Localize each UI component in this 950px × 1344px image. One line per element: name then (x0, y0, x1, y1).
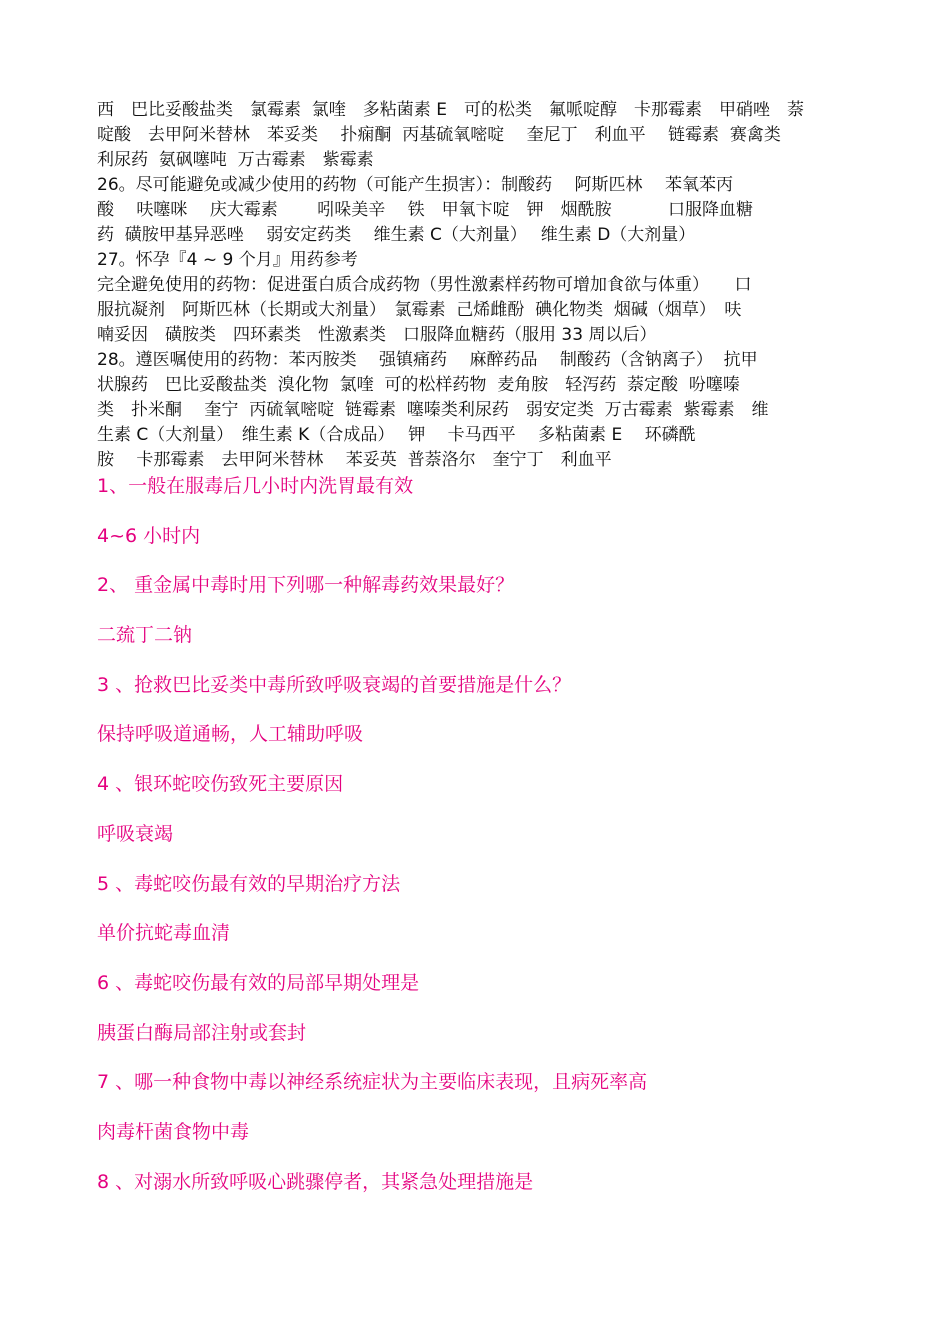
text-line: 啶酸 去甲阿米替林 苯妥类 扑痫酮 丙基硫氧嘧啶 奎尼丁 利血平 链霉素 赛禽类 (97, 125, 781, 145)
text-line: 状腺药 巴比妥酸盐类 溴化物 氯喹 可的松样药物 麦角胺 轻泻药 萘定酸 吩噻嗪 (97, 375, 740, 395)
answer: 保持呼吸道通畅，人工辅助呼吸 (97, 723, 364, 746)
text-line: 药 磺胺甲基异恶唑 弱安定药类 维生素 C（大剂量） 维生素 D（大剂量） (97, 225, 696, 245)
answer: 二巯丁二钠 (97, 624, 193, 647)
text-line: 26。尽可能避免或减少使用的药物（可能产生损害）：制酸药 阿斯匹林 苯氧苯丙 (97, 175, 733, 195)
qa-section (97, 473, 857, 1218)
text-line: 酸 呋噻咪 庆大霉素 吲哚美辛 铁 甲氧卞啶 钾 烟酰胺 口服降血糖 (97, 200, 754, 220)
question: 8 、对溺水所致呼吸心跳骤停者，其紧急处理措施是 (97, 1170, 534, 1193)
text-line: 服抗凝剂 阿斯匹林（长期或大剂量） 氯霉素 己烯雌酚 碘化物类 烟碱（烟草） 呋 (97, 300, 742, 320)
text-line: 27。怀孕『4 ~ 9 个月』用药参考 (97, 250, 358, 270)
answer: 呼吸衰竭 (97, 822, 174, 845)
answer: 单价抗蛇毒血清 (97, 922, 231, 945)
question: 3 、抢救巴比妥类中毒所致呼吸衰竭的首要措施是什么？ (97, 673, 572, 696)
question: 5 、毒蛇咬伤最有效的早期治疗方法 (97, 872, 401, 895)
text-line: 28。遵医嘱使用的药物：苯丙胺类 强镇痛药 麻醉药品 制酸药（含钠离子） 抗甲 (97, 350, 758, 370)
text-line: 胺 卡那霉素 去甲阿米替林 苯妥英 普萘洛尔 奎宁丁 利血平 (97, 450, 612, 470)
question: 7 、哪一种食物中毒以神经系统症状为主要临床表现，且病死率高 (97, 1071, 648, 1094)
answer: 胰蛋白酶局部注射或套封 (97, 1021, 307, 1044)
text-line: 类 扑米酮 奎宁 丙硫氧嘧啶 链霉素 噻嗪类利尿药 弱安定类 万古霉素 紫霉素 维 (97, 400, 769, 420)
answer: 4~6 小时内 (97, 524, 201, 547)
document-page (97, 98, 857, 1218)
answer: 肉毒杆菌食物中毒 (97, 1120, 250, 1143)
drug-list-section (97, 98, 857, 473)
text-line: 生素 C（大剂量） 维生素 K（合成品） 钾 卡马西平 多粘菌素 E 环磷酰 (97, 425, 696, 445)
question: 6 、毒蛇咬伤最有效的局部早期处理是 (97, 971, 420, 994)
question: 2、 重金属中毒时用下列哪一种解毒药效果最好？ (97, 574, 515, 597)
text-line: 完全避免使用的药物：促进蛋白质合成药物（男性激素样药物可增加食欲与体重） 口 (97, 275, 752, 295)
text-line: 西 巴比妥酸盐类 氯霉素 氯喹 多粘菌素 E 可的松类 氟哌啶醇 卡那霉素 甲硝唑 萘 (97, 100, 804, 120)
text-line: 喃妥因 磺胺类 四环素类 性激素类 口服降血糖药（服用 33 周以后） (97, 325, 657, 345)
question: 1、一般在服毒后几小时内洗胃最有效 (97, 475, 414, 497)
text-line: 利尿药 氨砜噻吨 万古霉素 紫霉素 (97, 150, 374, 170)
question: 4 、银环蛇咬伤致死主要原因 (97, 773, 344, 796)
